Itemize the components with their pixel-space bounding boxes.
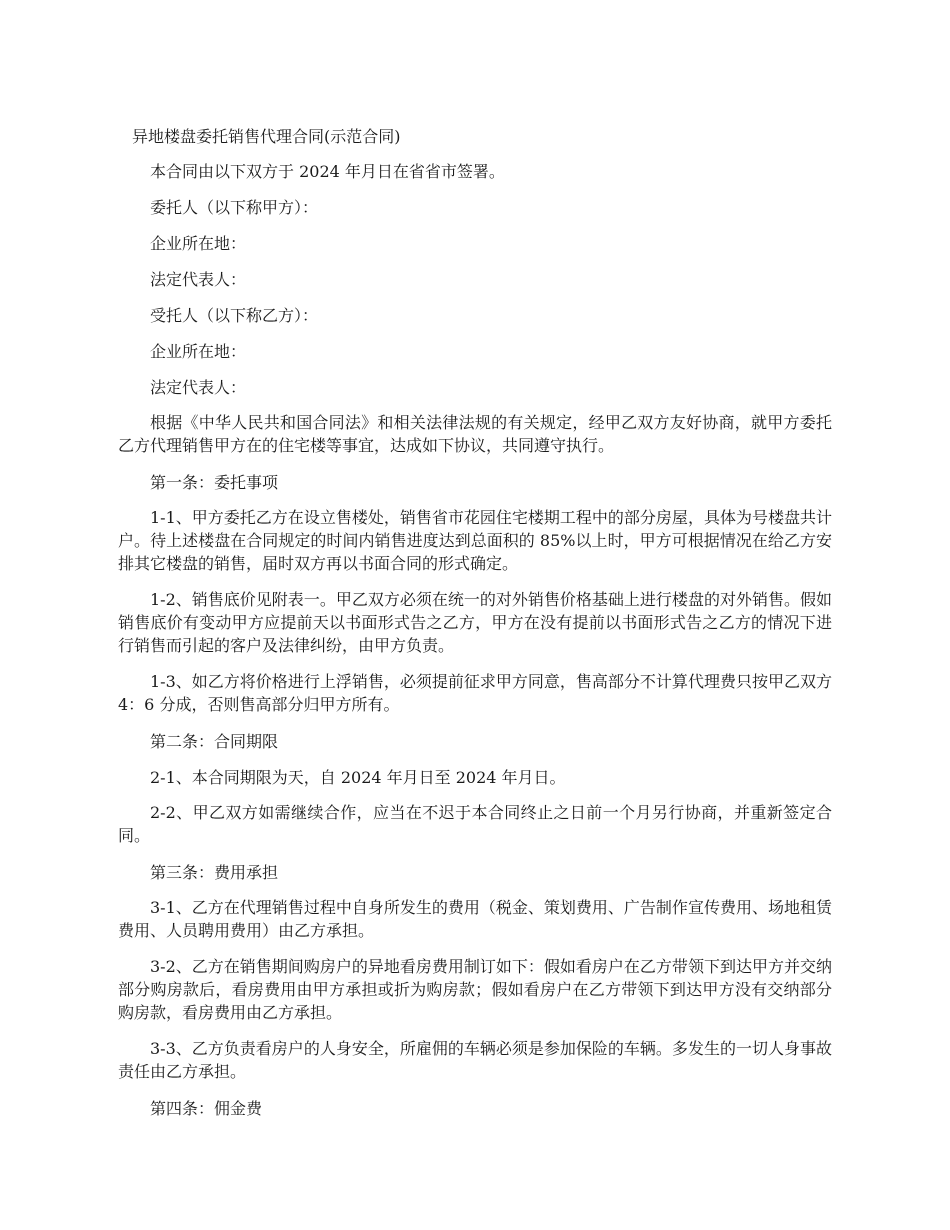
section-heading-4: 第四条：佣金费 (150, 1099, 263, 1118)
paragraph-party-a-label: 委托人（以下称甲方）： (150, 198, 319, 217)
clause-1-3: 1-3、如乙方将价格进行上浮销售，必须提前征求甲方同意，售高部分不计算代理费只按甲乙双方 4：6 分成，否则售高部分归甲方所有。 (118, 672, 832, 714)
clause-1-1: 1-1、甲方委托乙方在设立售楼处，销售省市花园住宅楼期工程中的部分房屋，具体为号楼盘共计户。待上述楼盘在合同规定的时间内销售进度达到总面积的 85%以上时，甲方可根据情况在给乙方安排其它楼盘的销售，届时双方再以书面合同的形式确定。 (118, 508, 832, 573)
clause-1-2: 1-2、销售底价见附表一。甲乙双方必须在统一的对外销售价格基础上进行楼盘的对外销售。假如销售底价有变动甲方应提前天以书面形式告之乙方，甲方在没有提前以书面形式告之乙方的情况下进行销售而引起的客户及法律纠纷，由甲方负责。 (118, 590, 832, 655)
document-title: 异地楼盘委托销售代理合同(示范合同) (132, 127, 401, 146)
section-heading-2: 第二条：合同期限 (150, 732, 279, 751)
paragraph-legal-basis: 根据《中华人民共和国合同法》和相关法律法规的有关规定，经甲乙双方友好协商，就甲方委托乙方代理销售甲方在的住宅楼等事宜，达成如下协议，共同遵守执行。 (118, 413, 832, 455)
section-heading-1: 第一条：委托事项 (150, 473, 279, 492)
clause-2-2: 2-2、甲乙双方如需继续合作，应当在不迟于本合同终止之日前一个月另行协商，并重新签定合同。 (118, 803, 832, 845)
paragraph-party-a-representative: 法定代表人： (150, 270, 247, 289)
paragraph-party-a-address: 企业所在地： (150, 234, 247, 253)
paragraph-signing-intro: 本合同由以下双方于 2024 年月日在省省市签署。 (150, 162, 505, 181)
paragraph-party-b-address: 企业所在地： (150, 342, 247, 361)
paragraph-party-b-representative: 法定代表人： (150, 378, 247, 397)
clause-3-1: 3-1、乙方在代理销售过程中自身所发生的费用（税金、策划费用、广告制作宣传费用、场地租赁费用、人员聘用费用）由乙方承担。 (118, 898, 832, 940)
clause-3-3: 3-3、乙方负责看房户的人身安全，所雇佣的车辆必须是参加保险的车辆。多发生的一切人身事故责任由乙方承担。 (118, 1039, 832, 1081)
paragraph-party-b-label: 受托人（以下称乙方）： (150, 306, 319, 325)
section-heading-3: 第三条：费用承担 (150, 863, 279, 882)
clause-3-2: 3-2、乙方在销售期间购房户的异地看房费用制订如下：假如看房户在乙方带领下到达甲方并交纳部分购房款后，看房费用由甲方承担或折为购房款；假如看房户在乙方带领下到达甲方没有交纳部分购房款，看房费用由乙方承担。 (118, 957, 832, 1022)
clause-2-1: 2-1、本合同期限为天，自 2024 年月日至 2024 年月日。 (150, 768, 566, 787)
